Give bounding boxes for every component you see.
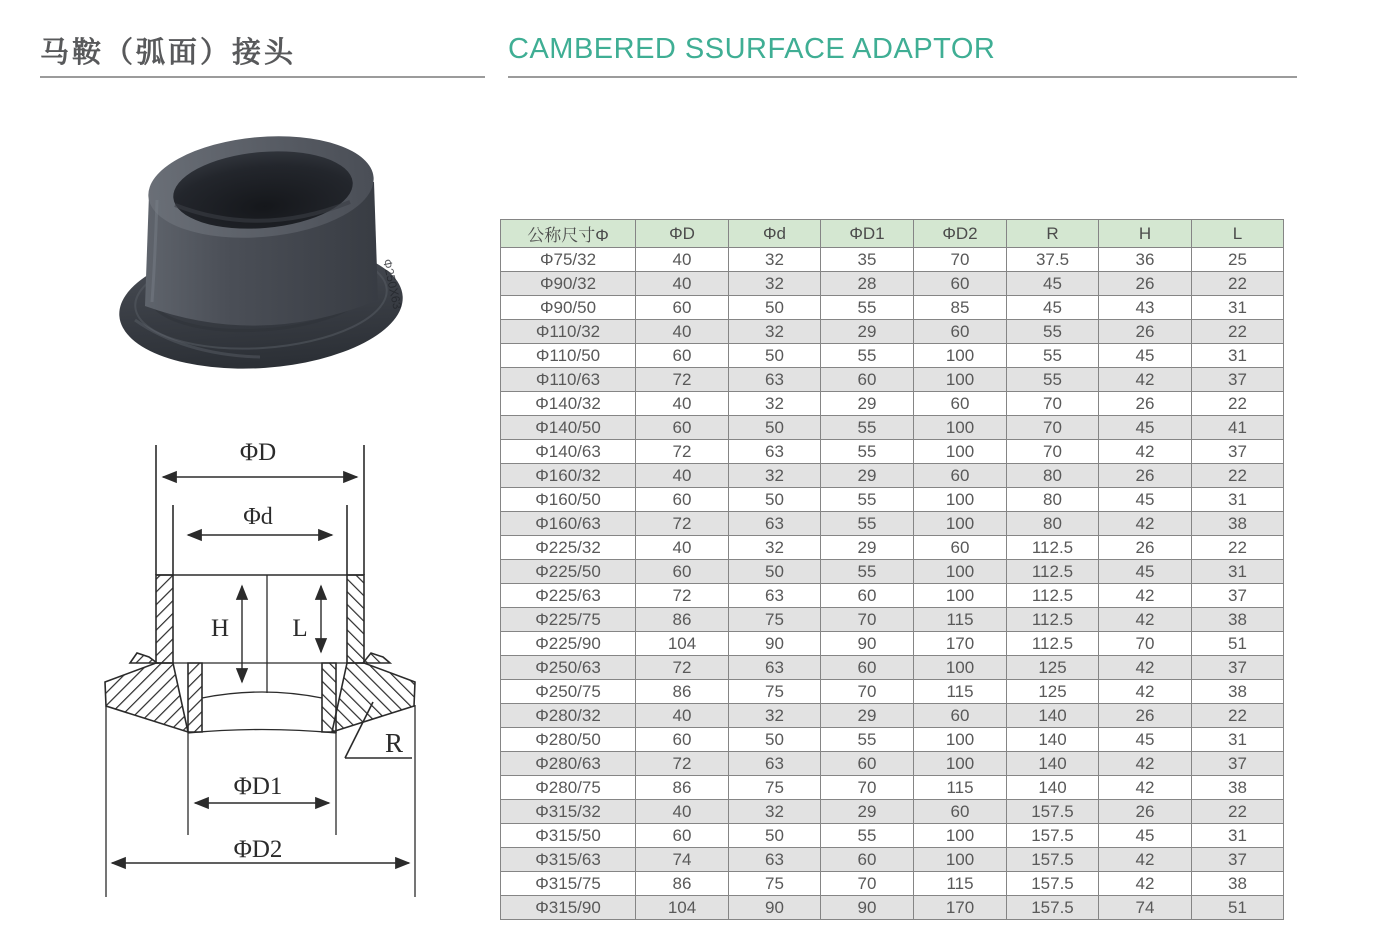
table-body <box>501 248 1284 920</box>
table-cell: Φ140/50 <box>501 416 636 440</box>
table-cell: 157.5 <box>1007 800 1099 824</box>
table-cell: 32 <box>729 704 821 728</box>
neck-wall-right <box>322 663 336 732</box>
table-cell: 37 <box>1192 752 1284 776</box>
table-cell: 157.5 <box>1007 848 1099 872</box>
table-cell: Φ140/32 <box>501 392 636 416</box>
table-cell: 63 <box>729 512 821 536</box>
table-cell: 29 <box>821 464 914 488</box>
table-cell: Φ250/63 <box>501 656 636 680</box>
table-row <box>501 704 1284 728</box>
table-cell: 60 <box>636 824 729 848</box>
table-cell: 55 <box>821 824 914 848</box>
table-cell: Φ280/63 <box>501 752 636 776</box>
table-row <box>501 440 1284 464</box>
table-row <box>501 416 1284 440</box>
table-cell: 157.5 <box>1007 872 1099 896</box>
table-cell: 75 <box>729 680 821 704</box>
table-cell: Φ225/63 <box>501 584 636 608</box>
table-cell: 22 <box>1192 536 1284 560</box>
table-cell: 70 <box>821 872 914 896</box>
table-cell: 32 <box>729 536 821 560</box>
table-cell: 40 <box>636 320 729 344</box>
saddle-flange-right <box>332 663 415 732</box>
table-cell: 40 <box>636 272 729 296</box>
table-cell: 115 <box>914 608 1007 632</box>
table-cell: 104 <box>636 632 729 656</box>
table-cell: 112.5 <box>1007 608 1099 632</box>
embossed-marking: Φ250X63 <box>380 257 405 311</box>
table-cell: 55 <box>821 560 914 584</box>
table-cell: 60 <box>821 656 914 680</box>
table-cell: 29 <box>821 704 914 728</box>
table-cell: 28 <box>821 272 914 296</box>
table-head <box>501 220 1284 248</box>
table-row <box>501 896 1284 920</box>
table-cell: 90 <box>729 632 821 656</box>
table-cell: 31 <box>1192 488 1284 512</box>
table-cell: 40 <box>636 704 729 728</box>
table-cell: 50 <box>729 824 821 848</box>
table-cell: 112.5 <box>1007 560 1099 584</box>
socket-wall-right <box>347 575 364 663</box>
table-row <box>501 392 1284 416</box>
table-cell: Φ110/63 <box>501 368 636 392</box>
table-cell: Φ315/63 <box>501 848 636 872</box>
table-cell: 115 <box>914 872 1007 896</box>
table-cell: 100 <box>914 848 1007 872</box>
table-cell: 157.5 <box>1007 824 1099 848</box>
table-cell: 70 <box>821 608 914 632</box>
table-cell: 60 <box>636 416 729 440</box>
product-photo <box>95 110 425 390</box>
table-cell: 31 <box>1192 824 1284 848</box>
table-cell: 75 <box>729 608 821 632</box>
table-cell: 55 <box>821 440 914 464</box>
table-cell: 115 <box>914 680 1007 704</box>
table-cell: 80 <box>1007 464 1099 488</box>
table-cell: 51 <box>1192 896 1284 920</box>
neck-bottom-line <box>188 730 336 734</box>
table-cell: Φ225/50 <box>501 560 636 584</box>
table-cell: Φ315/90 <box>501 896 636 920</box>
table-cell: 50 <box>729 560 821 584</box>
table-row <box>501 344 1284 368</box>
table-cell: 37 <box>1192 848 1284 872</box>
table-cell: 140 <box>1007 704 1099 728</box>
label-L: L <box>292 615 308 642</box>
table-row <box>501 536 1284 560</box>
table-cell: 140 <box>1007 728 1099 752</box>
table-cell: 63 <box>729 440 821 464</box>
table-cell: 72 <box>636 440 729 464</box>
table-cell: 37 <box>1192 656 1284 680</box>
table-row <box>501 824 1284 848</box>
table-cell: Φ90/50 <box>501 296 636 320</box>
table-cell: 31 <box>1192 296 1284 320</box>
table-cell: 31 <box>1192 344 1284 368</box>
table-cell: 29 <box>821 536 914 560</box>
neck-wall-left <box>188 663 202 732</box>
table-cell: 60 <box>636 488 729 512</box>
table-cell: 86 <box>636 776 729 800</box>
table-cell: 35 <box>821 248 914 272</box>
table-row <box>501 560 1284 584</box>
table-cell: 29 <box>821 392 914 416</box>
table-cell: 60 <box>914 392 1007 416</box>
table-cell: 32 <box>729 272 821 296</box>
table-cell: 63 <box>729 656 821 680</box>
table-cell: 26 <box>1099 272 1192 296</box>
table-cell: 50 <box>729 416 821 440</box>
label-phiD2: ΦD2 <box>233 836 283 863</box>
table-cell: 45 <box>1099 728 1192 752</box>
table-cell: 38 <box>1192 608 1284 632</box>
table-cell: 22 <box>1192 704 1284 728</box>
table-cell: 55 <box>1007 344 1099 368</box>
label-phiD: ΦD <box>239 439 277 466</box>
flange-tab-left <box>130 653 157 663</box>
table-cell: 40 <box>636 800 729 824</box>
table-cell: 55 <box>821 416 914 440</box>
table-cell: 50 <box>729 344 821 368</box>
table-cell: 60 <box>821 752 914 776</box>
table-cell: 170 <box>914 632 1007 656</box>
column-header: ΦD <box>636 220 729 248</box>
table-cell: 51 <box>1192 632 1284 656</box>
table-row <box>501 680 1284 704</box>
table-cell: 45 <box>1007 272 1099 296</box>
table-cell: 40 <box>636 248 729 272</box>
technical-diagram-svg <box>60 420 500 920</box>
table-cell: 40 <box>636 392 729 416</box>
table-cell: Φ75/32 <box>501 248 636 272</box>
title-underline-right <box>508 76 1297 78</box>
dimensions-table <box>500 219 1283 920</box>
table-cell: 112.5 <box>1007 584 1099 608</box>
table-cell: 100 <box>914 728 1007 752</box>
table-cell: 100 <box>914 752 1007 776</box>
table-cell: 86 <box>636 608 729 632</box>
table-cell: Φ140/63 <box>501 440 636 464</box>
table-cell: 100 <box>914 584 1007 608</box>
table-cell: 70 <box>821 776 914 800</box>
table-cell: 50 <box>729 296 821 320</box>
table-cell: 60 <box>914 320 1007 344</box>
table-cell: 60 <box>914 536 1007 560</box>
table-cell: 38 <box>1192 512 1284 536</box>
table-cell: 60 <box>636 296 729 320</box>
table-cell: 50 <box>729 488 821 512</box>
table-cell: 100 <box>914 488 1007 512</box>
table-cell: 55 <box>821 488 914 512</box>
table-cell: 37.5 <box>1007 248 1099 272</box>
table-row <box>501 368 1284 392</box>
table-cell: 70 <box>821 680 914 704</box>
technical-diagram <box>60 420 500 920</box>
table-cell: Φ90/32 <box>501 272 636 296</box>
page-title-english: CAMBERED SSURFACE ADAPTOR <box>508 33 996 65</box>
table-cell: 32 <box>729 800 821 824</box>
table-cell: 55 <box>821 512 914 536</box>
table-cell: 90 <box>821 632 914 656</box>
table-cell: 80 <box>1007 488 1099 512</box>
table-cell: 45 <box>1099 824 1192 848</box>
table-row <box>501 512 1284 536</box>
table-cell: 60 <box>636 344 729 368</box>
table-cell: 42 <box>1099 776 1192 800</box>
table-cell: 37 <box>1192 440 1284 464</box>
table-cell: 26 <box>1099 704 1192 728</box>
table-cell: 100 <box>914 416 1007 440</box>
table-cell: 32 <box>729 320 821 344</box>
table-row <box>501 656 1284 680</box>
table-cell: 60 <box>914 800 1007 824</box>
page-title-chinese: 马鞍（弧面）接头 <box>40 37 297 69</box>
table-cell: 42 <box>1099 368 1192 392</box>
table-cell: 70 <box>1099 632 1192 656</box>
flange-tab-right <box>363 653 390 663</box>
table-cell: 50 <box>729 728 821 752</box>
table-cell: 42 <box>1099 680 1192 704</box>
title-underline-left <box>40 76 485 78</box>
pipe-crown-curve <box>202 692 322 698</box>
table-row <box>501 872 1284 896</box>
table-cell: 86 <box>636 680 729 704</box>
table-cell: 22 <box>1192 464 1284 488</box>
table-cell: 45 <box>1099 560 1192 584</box>
table-cell: 45 <box>1099 488 1192 512</box>
table-cell: 29 <box>821 800 914 824</box>
table-cell: 100 <box>914 824 1007 848</box>
table-cell: Φ280/32 <box>501 704 636 728</box>
label-H: H <box>210 615 230 642</box>
table-cell: 40 <box>636 536 729 560</box>
table-cell: 70 <box>1007 440 1099 464</box>
table-cell: 100 <box>914 440 1007 464</box>
table-cell: 55 <box>821 344 914 368</box>
table-cell: 90 <box>821 896 914 920</box>
table-cell: 75 <box>729 776 821 800</box>
table-cell: 26 <box>1099 464 1192 488</box>
table-cell: 104 <box>636 896 729 920</box>
table-row <box>501 728 1284 752</box>
table-cell: 72 <box>636 584 729 608</box>
table-cell: 112.5 <box>1007 632 1099 656</box>
table-cell: 125 <box>1007 680 1099 704</box>
table-cell: 70 <box>1007 416 1099 440</box>
table-row <box>501 800 1284 824</box>
table-row <box>501 488 1284 512</box>
table-cell: 26 <box>1099 800 1192 824</box>
table-cell: 55 <box>821 296 914 320</box>
table-cell: Φ225/75 <box>501 608 636 632</box>
table-row <box>501 776 1284 800</box>
table-cell: 45 <box>1099 416 1192 440</box>
table-cell: 38 <box>1192 872 1284 896</box>
table-cell: 38 <box>1192 776 1284 800</box>
saddle-flange-left <box>105 663 188 732</box>
table-cell: 112.5 <box>1007 536 1099 560</box>
table-cell: 29 <box>821 320 914 344</box>
table-cell: 22 <box>1192 272 1284 296</box>
table-cell: Φ315/32 <box>501 800 636 824</box>
table-cell: 55 <box>1007 368 1099 392</box>
label-R: R <box>384 728 404 758</box>
table-cell: Φ110/32 <box>501 320 636 344</box>
table-cell: 100 <box>914 656 1007 680</box>
table-cell: 42 <box>1099 752 1192 776</box>
table-row <box>501 752 1284 776</box>
table-cell: 63 <box>729 368 821 392</box>
table-cell: 74 <box>636 848 729 872</box>
table-cell: 43 <box>1099 296 1192 320</box>
table-cell: 60 <box>821 584 914 608</box>
table-cell: 60 <box>914 464 1007 488</box>
table-cell: Φ225/32 <box>501 536 636 560</box>
table-cell: 72 <box>636 368 729 392</box>
table-cell: 60 <box>821 368 914 392</box>
table-cell: 60 <box>636 560 729 584</box>
table-cell: 100 <box>914 368 1007 392</box>
table-row <box>501 608 1284 632</box>
column-header: 公称尺寸Φ <box>501 220 636 248</box>
table-cell: 115 <box>914 776 1007 800</box>
table-cell: 63 <box>729 752 821 776</box>
column-header: R <box>1007 220 1099 248</box>
table-cell: 25 <box>1192 248 1284 272</box>
table-cell: 72 <box>636 512 729 536</box>
table-cell: 86 <box>636 872 729 896</box>
table-cell: 60 <box>914 272 1007 296</box>
label-phiD1: ΦD1 <box>233 773 283 800</box>
table-cell: 45 <box>1007 296 1099 320</box>
table-cell: 22 <box>1192 320 1284 344</box>
table-cell: 26 <box>1099 320 1192 344</box>
table-cell: 37 <box>1192 584 1284 608</box>
table-cell: 75 <box>729 872 821 896</box>
table-cell: 100 <box>914 560 1007 584</box>
table-cell: 60 <box>636 728 729 752</box>
table-cell: 85 <box>914 296 1007 320</box>
table-cell: 38 <box>1192 680 1284 704</box>
table-row <box>501 464 1284 488</box>
table-cell: 22 <box>1192 392 1284 416</box>
table-header-row <box>501 220 1284 248</box>
table-cell: 90 <box>729 896 821 920</box>
table-cell: 63 <box>729 848 821 872</box>
table-cell: 140 <box>1007 776 1099 800</box>
dimensions-table-grid <box>500 219 1284 920</box>
table-cell: 26 <box>1099 536 1192 560</box>
socket-cylinder <box>144 127 378 325</box>
table-cell: 157.5 <box>1007 896 1099 920</box>
table-cell: 42 <box>1099 848 1192 872</box>
table-cell: 42 <box>1099 584 1192 608</box>
table-cell: 63 <box>729 584 821 608</box>
table-cell: 41 <box>1192 416 1284 440</box>
table-row <box>501 584 1284 608</box>
table-cell: 42 <box>1099 512 1192 536</box>
table-cell: 42 <box>1099 440 1192 464</box>
table-cell: 31 <box>1192 728 1284 752</box>
table-row <box>501 848 1284 872</box>
table-cell: 32 <box>729 464 821 488</box>
product-photo-svg <box>95 110 425 390</box>
column-header: ΦD2 <box>914 220 1007 248</box>
table-row <box>501 632 1284 656</box>
column-header: L <box>1192 220 1284 248</box>
table-cell: 100 <box>914 344 1007 368</box>
table-cell: 32 <box>729 392 821 416</box>
table-cell: 100 <box>914 512 1007 536</box>
table-cell: 140 <box>1007 752 1099 776</box>
table-cell: 74 <box>1099 896 1192 920</box>
table-cell: 22 <box>1192 800 1284 824</box>
label-phid: Φd <box>243 504 273 530</box>
table-cell: 72 <box>636 656 729 680</box>
table-cell: 42 <box>1099 608 1192 632</box>
table-cell: Φ225/90 <box>501 632 636 656</box>
table-cell: 60 <box>914 704 1007 728</box>
column-header: H <box>1099 220 1192 248</box>
table-cell: 40 <box>636 464 729 488</box>
table-cell: 70 <box>1007 392 1099 416</box>
table-cell: 70 <box>914 248 1007 272</box>
column-header: Φd <box>729 220 821 248</box>
socket-wall-left <box>156 575 173 663</box>
table-cell: 42 <box>1099 656 1192 680</box>
table-cell: 55 <box>821 728 914 752</box>
table-cell: 72 <box>636 752 729 776</box>
table-cell: 55 <box>1007 320 1099 344</box>
table-row <box>501 320 1284 344</box>
table-cell: 42 <box>1099 872 1192 896</box>
table-row <box>501 272 1284 296</box>
table-cell: Φ160/32 <box>501 464 636 488</box>
table-cell: Φ160/63 <box>501 512 636 536</box>
table-cell: 60 <box>821 848 914 872</box>
table-cell: Φ250/75 <box>501 680 636 704</box>
table-cell: 37 <box>1192 368 1284 392</box>
table-cell: 31 <box>1192 560 1284 584</box>
table-row <box>501 248 1284 272</box>
table-cell: 170 <box>914 896 1007 920</box>
table-cell: Φ315/75 <box>501 872 636 896</box>
column-header: ΦD1 <box>821 220 914 248</box>
table-cell: Φ280/75 <box>501 776 636 800</box>
table-cell: Φ315/50 <box>501 824 636 848</box>
table-cell: Φ160/50 <box>501 488 636 512</box>
table-cell: Φ110/50 <box>501 344 636 368</box>
table-cell: Φ280/50 <box>501 728 636 752</box>
table-cell: 32 <box>729 248 821 272</box>
table-cell: 36 <box>1099 248 1192 272</box>
table-cell: 125 <box>1007 656 1099 680</box>
table-cell: 80 <box>1007 512 1099 536</box>
table-cell: 45 <box>1099 344 1192 368</box>
table-row <box>501 296 1284 320</box>
table-cell: 26 <box>1099 392 1192 416</box>
